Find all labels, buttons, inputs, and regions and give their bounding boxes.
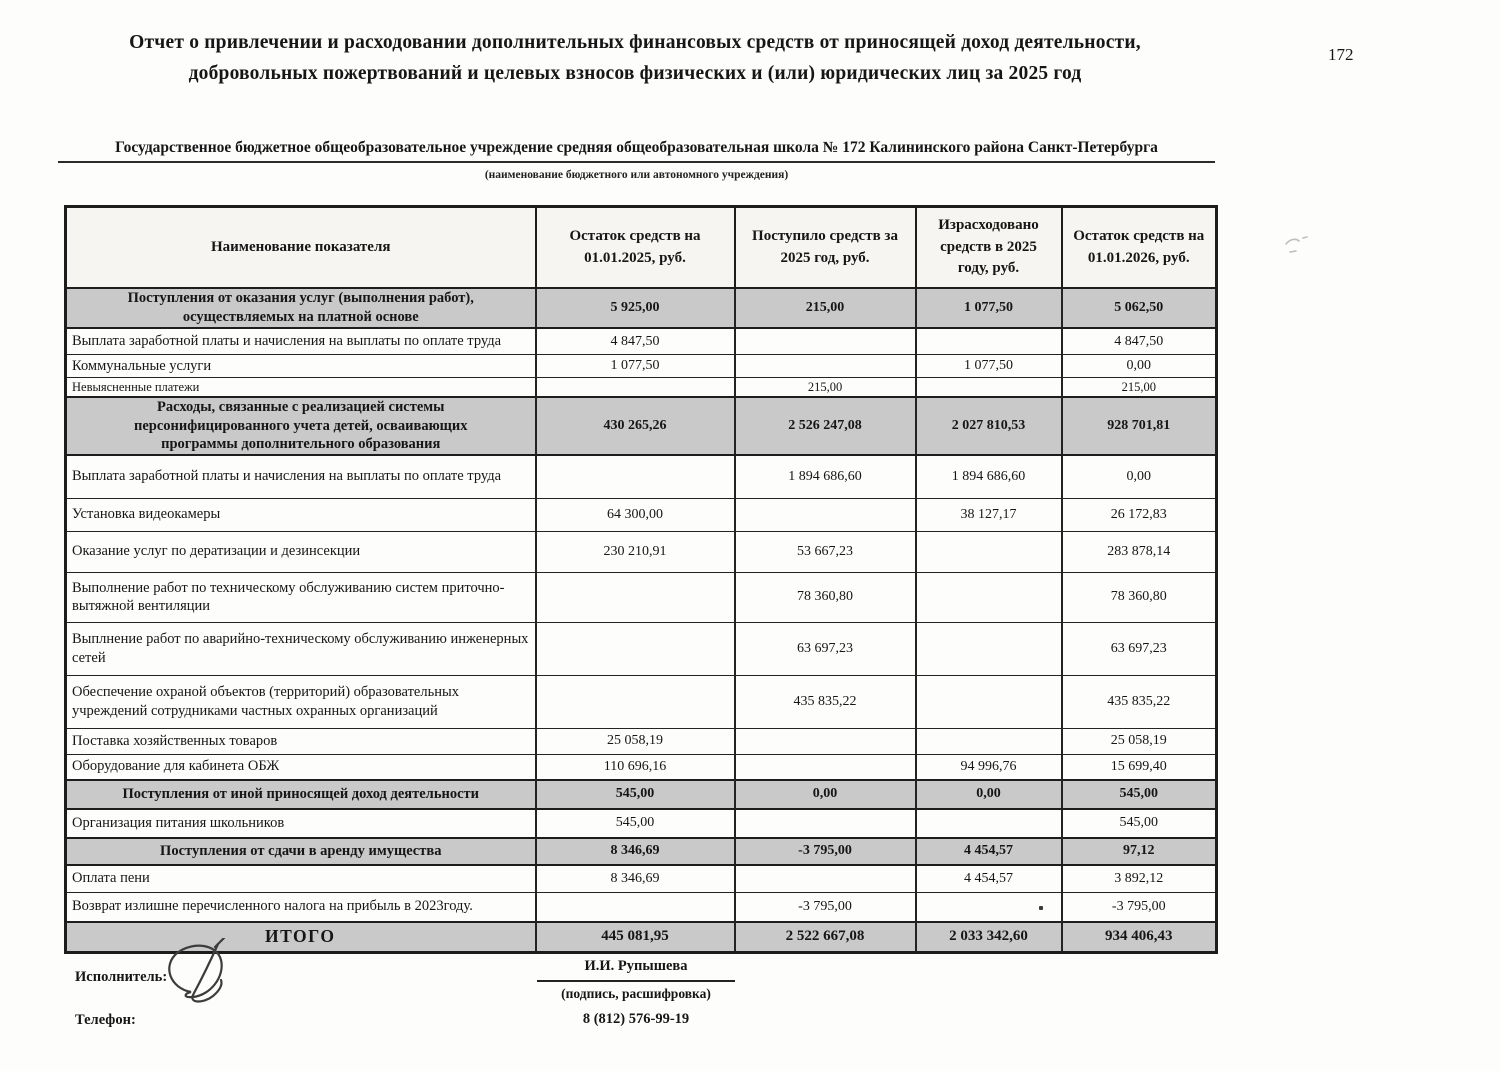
row-value: 215,00 xyxy=(735,378,916,398)
row-value xyxy=(916,809,1062,838)
row-value: 63 697,23 xyxy=(735,622,916,675)
row-value: 445 081,95 xyxy=(536,922,735,953)
row-label: Возврат излишне перечисленного налога на прибыль в 2023году. xyxy=(66,892,536,922)
row-value xyxy=(735,754,916,780)
row-value: 94 996,76 xyxy=(916,754,1062,780)
page-number: 172 xyxy=(1328,45,1354,64)
row-value: 545,00 xyxy=(1062,809,1217,838)
table-row xyxy=(66,328,1217,355)
table-row xyxy=(66,892,1217,922)
row-value: 1 077,50 xyxy=(536,355,735,378)
row-value: 1 077,50 xyxy=(916,355,1062,378)
organization-name-caption: (наименование бюджетного или автономного учреждения) xyxy=(484,169,789,181)
row-value xyxy=(536,622,735,675)
row-value: 2 033 342,60 xyxy=(916,922,1062,953)
row-value: 110 696,16 xyxy=(536,754,735,780)
row-value: 38 127,17 xyxy=(916,498,1062,531)
organization-name: Государственное бюджетное общеобразовательное учреждение средняя общеобразовательная школа № 172 Калининского района Санкт-Петербурга xyxy=(58,139,1215,163)
row-label: Оказание услуг по дератизации и дезинсекции xyxy=(66,531,536,572)
handwritten-signature xyxy=(158,938,273,1010)
row-value xyxy=(536,455,735,499)
row-label: Невыясненные платежи xyxy=(66,378,536,398)
row-value xyxy=(536,892,735,922)
phone-value: 8 (812) 576-99-19 xyxy=(582,1011,690,1027)
row-value: -3 795,00 xyxy=(735,892,916,922)
pencil-mark-artifact xyxy=(1276,232,1316,262)
row-label: Выполнение работ по техническому обслуживанию систем приточно-вытяжной вентиляции xyxy=(66,572,536,622)
row-value: 0,00 xyxy=(916,780,1062,809)
executor-label: Исполнитель: xyxy=(75,969,168,985)
row-value: 545,00 xyxy=(1062,780,1217,809)
row-value xyxy=(916,378,1062,398)
row-label: Расходы, связанные с реализацией системы персонифицированного учета детей, осваивающих программы дополнительного образования xyxy=(66,397,536,455)
row-label: Коммунальные услуги xyxy=(66,355,536,378)
section-row xyxy=(66,780,1217,809)
phone-label: Телефон: xyxy=(75,1012,136,1028)
row-value: 26 172,83 xyxy=(1062,498,1217,531)
row-label: Оплата пени xyxy=(66,865,536,893)
row-value: 97,12 xyxy=(1062,838,1217,865)
report-table xyxy=(64,205,1218,954)
row-value xyxy=(735,865,916,893)
row-label: Организация питания школьников xyxy=(66,809,536,838)
row-value: 8 346,69 xyxy=(536,838,735,865)
row-value xyxy=(916,728,1062,754)
section-row xyxy=(66,288,1217,328)
row-value: 2 522 667,08 xyxy=(735,922,916,953)
row-value: 4 454,57 xyxy=(916,865,1062,893)
row-value xyxy=(916,531,1062,572)
row-label: Выплата заработной платы и начисления на выплаты по оплате труда xyxy=(66,455,536,499)
table-row xyxy=(66,728,1217,754)
row-value xyxy=(536,675,735,728)
row-value: 3 892,12 xyxy=(1062,865,1217,893)
row-value: 1 894 686,60 xyxy=(916,455,1062,499)
table-row xyxy=(66,809,1217,838)
row-label: Поступления от оказания услуг (выполнения работ), осуществляемых на платной основе xyxy=(66,288,536,328)
column-header-spent: Израсходовано средств в 2025 году, руб. xyxy=(916,207,1062,289)
row-value: 1 894 686,60 xyxy=(735,455,916,499)
row-value: -3 795,00 xyxy=(1062,892,1217,922)
row-label: Поступления от сдачи в аренду имущества xyxy=(66,838,536,865)
row-value xyxy=(735,728,916,754)
row-value: 78 360,80 xyxy=(735,572,916,622)
row-value: 64 300,00 xyxy=(536,498,735,531)
row-value: 545,00 xyxy=(536,809,735,838)
table-row xyxy=(66,355,1217,378)
row-value: 5 925,00 xyxy=(536,288,735,328)
row-label: Поступления от иной приносящей доход деятельности xyxy=(66,780,536,809)
row-value: 25 058,19 xyxy=(536,728,735,754)
row-value: 4 847,50 xyxy=(536,328,735,355)
table-header-row xyxy=(66,207,1217,289)
row-value: 1 077,50 xyxy=(916,288,1062,328)
row-value: 435 835,22 xyxy=(735,675,916,728)
row-value xyxy=(735,355,916,378)
row-value: 8 346,69 xyxy=(536,865,735,893)
row-label: ИТОГО xyxy=(66,922,536,953)
row-value: 2 027 810,53 xyxy=(916,397,1062,455)
row-value xyxy=(916,328,1062,355)
table-row xyxy=(66,378,1217,398)
row-value: 0,00 xyxy=(735,780,916,809)
row-label: Установка видеокамеры xyxy=(66,498,536,531)
row-label: Выплнение работ по аварийно-техническому обслуживанию инженерных сетей xyxy=(66,622,536,675)
table-row xyxy=(66,455,1217,499)
row-label: Выплата заработной платы и начисления на выплаты по оплате труда xyxy=(66,328,536,355)
column-header-balance-end: Остаток средств на 01.01.2026, руб. xyxy=(1062,207,1217,289)
table-row xyxy=(66,675,1217,728)
row-value: 928 701,81 xyxy=(1062,397,1217,455)
column-header-indicator: Наименование показателя xyxy=(66,207,536,289)
row-value: 215,00 xyxy=(1062,378,1217,398)
row-value: 5 062,50 xyxy=(1062,288,1217,328)
column-header-balance-start: Остаток средств на 01.01.2025, руб. xyxy=(536,207,735,289)
row-value: 2 526 247,08 xyxy=(735,397,916,455)
row-value: 4 454,57 xyxy=(916,838,1062,865)
table-row xyxy=(66,572,1217,622)
table-body xyxy=(66,288,1217,952)
row-value: 430 265,26 xyxy=(536,397,735,455)
table-row xyxy=(66,531,1217,572)
signature-caption: (подпись, расшифровка) xyxy=(561,986,711,1001)
row-value xyxy=(536,378,735,398)
row-label: Оборудование для кабинета ОБЖ xyxy=(66,754,536,780)
row-value: 545,00 xyxy=(536,780,735,809)
row-value: 435 835,22 xyxy=(1062,675,1217,728)
table-row xyxy=(66,498,1217,531)
column-header-received: Поступило средств за 2025 год, руб. xyxy=(735,207,916,289)
row-value xyxy=(735,328,916,355)
table-row xyxy=(66,865,1217,893)
stray-ink-dot-artifact xyxy=(1039,906,1043,910)
row-value: 0,00 xyxy=(1062,455,1217,499)
section-row xyxy=(66,397,1217,455)
page-title xyxy=(85,27,1185,89)
row-value: 215,00 xyxy=(735,288,916,328)
row-value xyxy=(916,675,1062,728)
row-value: 934 406,43 xyxy=(1062,922,1217,953)
page-title-line1: Отчет о привлечении и расходовании дополнительных финансовых средств от приносящей доход деятельности, xyxy=(129,32,1141,53)
row-value xyxy=(735,809,916,838)
row-value: 63 697,23 xyxy=(1062,622,1217,675)
page-title-line2: добровольных пожертвований и целевых взносов физических и (или) юридических лиц за 2025 год xyxy=(188,63,1082,84)
table-row xyxy=(66,754,1217,780)
row-value: 283 878,14 xyxy=(1062,531,1217,572)
row-value: 0,00 xyxy=(1062,355,1217,378)
table-row xyxy=(66,622,1217,675)
row-value xyxy=(916,572,1062,622)
row-label: Обеспечение охраной объектов (территорий) образовательных учреждений сотрудниками частных охранных организаций xyxy=(66,675,536,728)
row-value: 15 699,40 xyxy=(1062,754,1217,780)
row-value: 230 210,91 xyxy=(536,531,735,572)
section-row xyxy=(66,838,1217,865)
row-value xyxy=(916,622,1062,675)
row-value xyxy=(735,498,916,531)
row-value: 25 058,19 xyxy=(1062,728,1217,754)
row-value: 78 360,80 xyxy=(1062,572,1217,622)
row-value: -3 795,00 xyxy=(735,838,916,865)
row-value: 53 667,23 xyxy=(735,531,916,572)
row-value: 4 847,50 xyxy=(1062,328,1217,355)
signature-name: И.И. Рупышева xyxy=(537,958,735,982)
row-label: Поставка хозяйственных товаров xyxy=(66,728,536,754)
row-value xyxy=(536,572,735,622)
